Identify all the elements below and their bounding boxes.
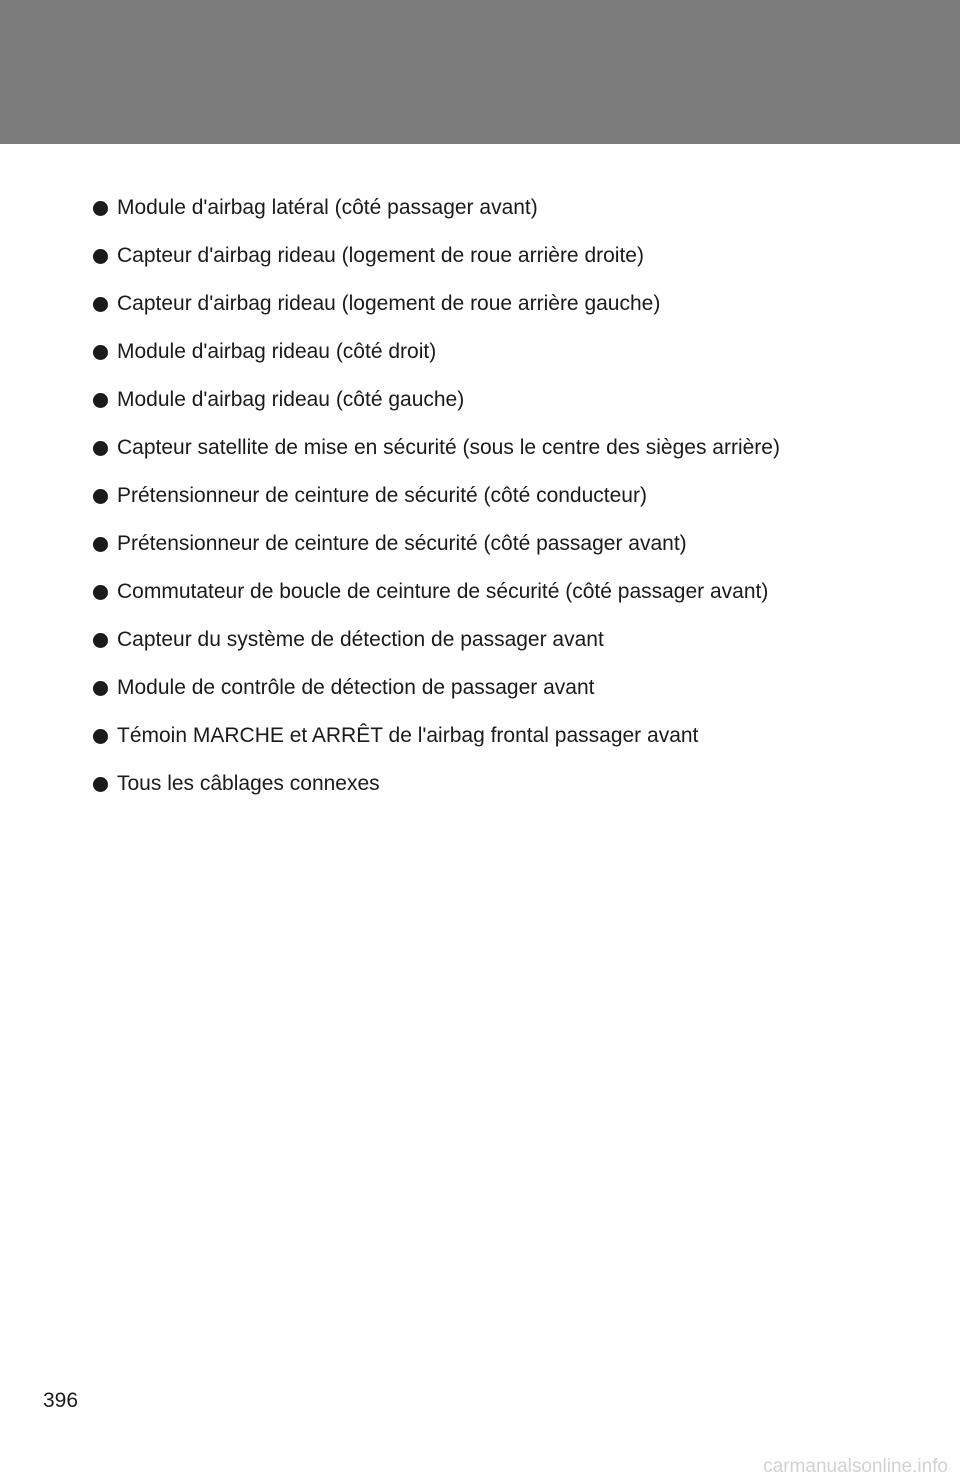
list-item (95, 434, 866, 462)
list-item-text: Prétensionneur de ceinture de sécurité (côté passager avant) (117, 532, 687, 555)
page-number: 396 (43, 1389, 79, 1412)
watermark: carmanualsonline.info (763, 1456, 948, 1477)
list-item (95, 626, 866, 654)
list-item-text: Capteur d'airbag rideau (logement de roue arrière droite) (117, 244, 644, 267)
list-item (95, 578, 866, 606)
list-item-text: Module d'airbag rideau (côté gauche) (117, 388, 465, 411)
bullet-icon (93, 249, 108, 264)
list-item (95, 242, 866, 270)
list-item-text: Module d'airbag rideau (côté droit) (117, 340, 437, 363)
bullet-icon (93, 441, 108, 456)
list-item-text: Module de contrôle de détection de passager avant (117, 676, 595, 699)
list-item (95, 482, 866, 510)
list-item-text: Tous les câblages connexes (117, 772, 380, 795)
bullet-icon (93, 345, 108, 360)
bullet-icon (93, 297, 108, 312)
header-band (0, 0, 960, 144)
bullet-icon (93, 585, 108, 600)
bullet-icon (93, 633, 108, 648)
list-item-text: Module d'airbag latéral (côté passager avant) (117, 196, 538, 219)
list-item (95, 722, 866, 750)
list-item-text: Capteur satellite de mise en sécurité (sous le centre des sièges arrière) (117, 436, 780, 459)
list-item-text: Commutateur de boucle de ceinture de sécurité (côté passager avant) (117, 580, 769, 603)
bullet-icon (93, 729, 108, 744)
list-item-text: Prétensionneur de ceinture de sécurité (côté conducteur) (117, 484, 647, 507)
list-item-text: Capteur d'airbag rideau (logement de roue arrière gauche) (117, 292, 661, 315)
list-item (95, 770, 866, 798)
bullet-list (95, 194, 866, 818)
list-item (95, 338, 866, 366)
list-item (95, 194, 866, 222)
list-item (95, 530, 866, 558)
bullet-icon (93, 777, 108, 792)
bullet-icon (93, 393, 108, 408)
list-item-text: Témoin MARCHE et ARRÊT de l'airbag frontal passager avant (117, 724, 699, 747)
list-item (95, 674, 866, 702)
bullet-icon (93, 681, 108, 696)
bullet-icon (93, 489, 108, 504)
bullet-icon (93, 537, 108, 552)
bullet-icon (93, 201, 108, 216)
list-item (95, 386, 866, 414)
list-item-text: Capteur du système de détection de passager avant (117, 628, 604, 651)
list-item (95, 290, 866, 318)
